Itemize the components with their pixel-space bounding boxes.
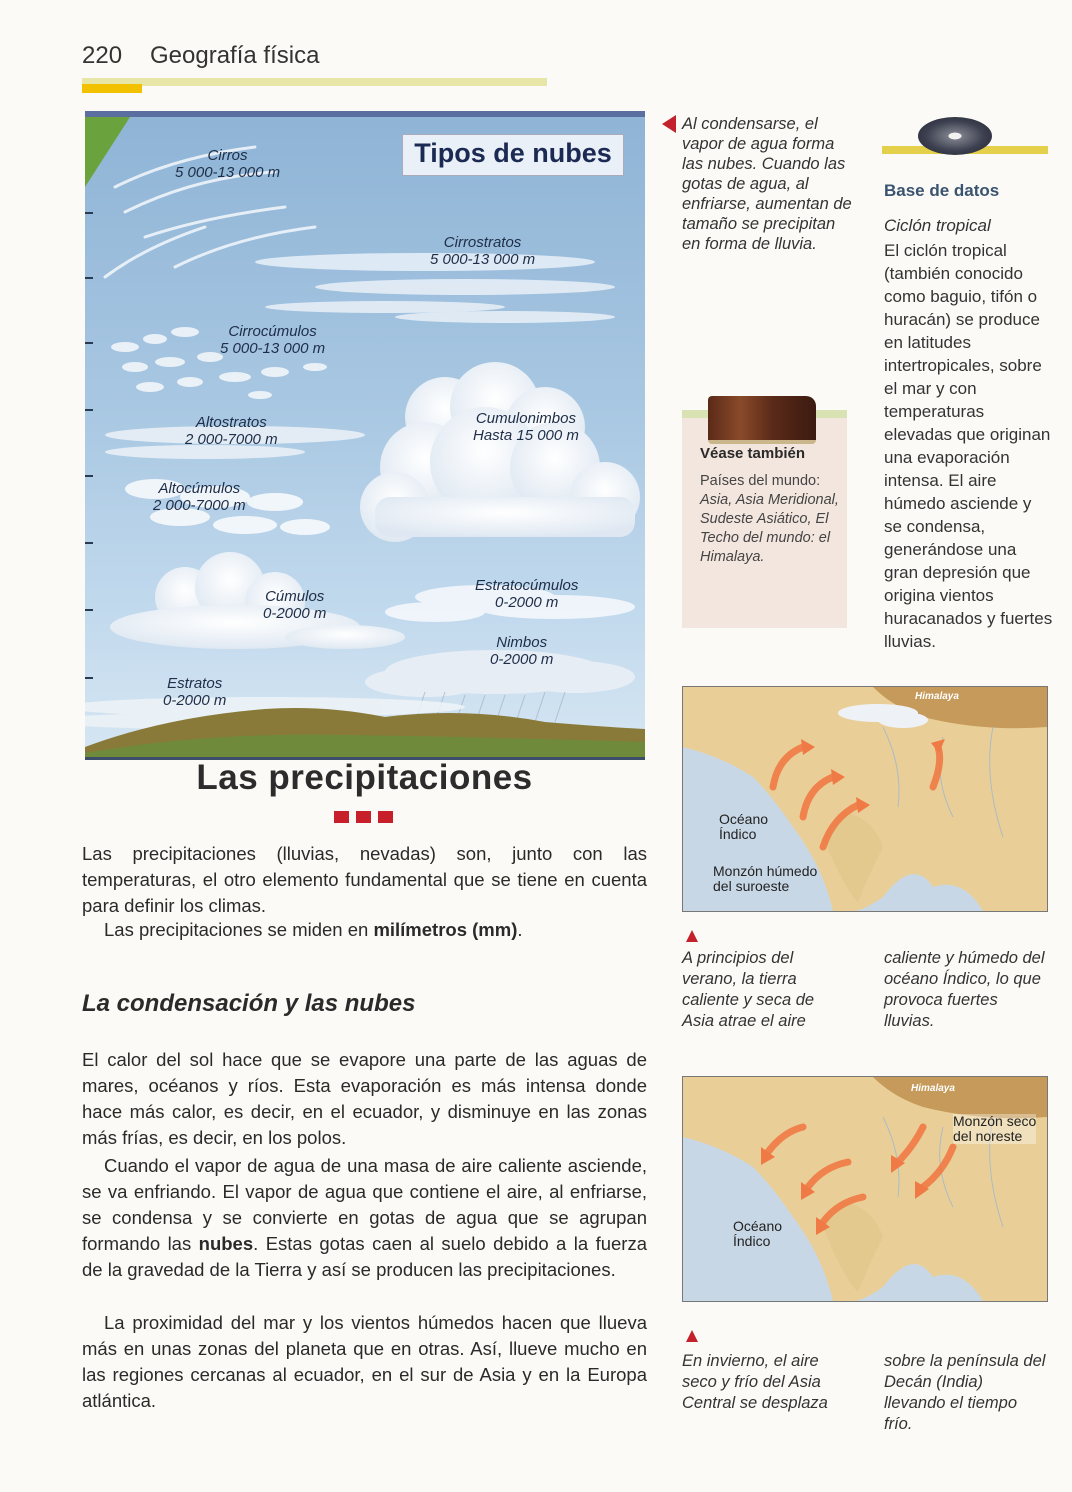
cd-icon: [918, 117, 992, 155]
altitude-tick: [85, 409, 93, 411]
monsoon-map-summer: [682, 686, 1048, 912]
cloud-label-estratocumulos: Estratocúmulos 0-2000 m: [475, 577, 579, 611]
map-label-monsoon: Monzón húmedo del suroeste: [713, 863, 818, 894]
section-title: Geografía física: [150, 42, 320, 69]
map-summer-caption: A principios del verano, la tierra caliente y seca de Asia atrae el aire: [682, 949, 815, 1030]
map-winter-caption: En invierno, el aire seco y frío del Asia Central se desplaza: [682, 1352, 828, 1412]
monsoon-map-winter: [682, 1076, 1048, 1302]
altitude-tick: [85, 542, 93, 544]
cloud-label-estratos: Estratos 0-2000 m: [163, 675, 227, 709]
cloud-label-altocumulos: Altocúmulos 2 000-7000 m: [153, 480, 246, 514]
figure-title-box: [402, 134, 624, 176]
red-triangle-icon: [686, 1330, 698, 1342]
see-also-title: Véase también: [700, 445, 806, 462]
map-label-ocean: Océano Índico: [733, 1218, 783, 1249]
cloud-label-cirros: Cirros 5 000-13 000 m: [175, 147, 281, 181]
database-title: Base de datos: [884, 181, 1000, 200]
cloud-label-cumulonimbos: Cumulonimbos Hasta 15 000 m: [473, 410, 579, 444]
altitude-tick: [85, 609, 93, 611]
paragraph: El calor del sol hace que se evapore una parte de las aguas de mares, océanos y ríos. Esta evaporación es más intensa donde hace más calor, es decir, en el ecuador, y disminuye en las zonas más frías, es decir, en los polos.: [82, 1049, 647, 1148]
altitude-tick: [85, 475, 93, 477]
decor-square: [356, 811, 371, 823]
cloud-label-nimbos: Nimbos 0-2000 m: [490, 634, 554, 668]
database-text: El ciclón tropical (también conocido como baguio, tifón o huracán) se produce en latitudes intertropicales, sobre el mar y con temperaturas elevadas que originan una evaporación intensa. El aire húmedo asciende y se condensa, generándose una gran depresión que origina vientos huracanados y fuertes lluvias.: [884, 241, 1053, 651]
page-number: 220: [82, 42, 123, 69]
figure-title: Tipos de nubes: [414, 138, 612, 168]
bold-term: nubes: [198, 1233, 254, 1254]
text-run: Las precipitaciones se miden en: [104, 919, 374, 940]
figure-caption: Al condensarse, el vapor de agua forma las nubes. Cuando las gotas de agua, al enfriarse, aumentan de tamaño se precipitan en forma de lluvia.: [682, 115, 852, 253]
altitude-tick: [85, 212, 93, 214]
cloud-types-figure: [85, 111, 645, 760]
book-icon: [708, 396, 816, 444]
text-run: Cuando el vapor de agua de una masa de aire caliente asciende, se va enfriando. El vapor de agua que contiene el aire, al enfriarse, se condensa y se convierte en gotas de agua que se agrupan formando las: [82, 1155, 647, 1254]
red-triangle-icon: [662, 115, 676, 133]
decor-square: [334, 811, 349, 823]
corner-triangle: [85, 117, 130, 187]
map-label-ocean: Océano Índico: [719, 811, 769, 842]
map-label-himalaya: Himalaya: [911, 1083, 955, 1094]
altitude-tick: [85, 277, 93, 279]
altitude-tick: [85, 342, 93, 344]
map-winter-caption-cont: sobre la península del Decán (India) llevando el tiempo frío.: [884, 1352, 1046, 1433]
see-also-intro: Países del mundo:: [700, 473, 821, 489]
database-subtitle: Ciclón tropical: [884, 216, 991, 235]
map-label-himalaya: Himalaya: [915, 691, 959, 702]
header-accent: [82, 84, 142, 93]
bold-term: milímetros (mm): [373, 919, 518, 940]
map-summer-caption-cont: caliente y húmedo del océano Índico, lo que provoca fuertes lluvias.: [884, 949, 1045, 1030]
cloud-label-cirrostratos: Cirrostratos 5 000-13 000 m: [430, 234, 536, 268]
see-also-items: Asia, Asia Meridional, Sudeste Asiático, El Techo del mundo: el Himalaya.: [700, 492, 839, 565]
paragraph: [82, 1153, 647, 1283]
map-label-monsoon: Monzón seco del noreste: [953, 1113, 1037, 1144]
paragraph: Las precipitaciones (lluvias, nevadas) son, junto con las temperaturas, el otro elemento fundamental que se tiene en cuenta para definir los climas.: [82, 843, 647, 916]
paragraph: [82, 1310, 647, 1414]
text-run: . Estas gotas caen al suelo debido a la fuerza de la gravedad de la Tierra y así se producen las precipitaciones.: [82, 1233, 647, 1280]
text-run: La proximidad del mar y los vientos húmedos hacen que llueva más en unas zonas del planeta que en otras. Así, llueve mucho en las regiones cercanas al ecuador, en el sur de Asia y en la Europa atlántica.: [82, 1312, 647, 1411]
paragraph: [82, 917, 647, 943]
header-rule: [82, 78, 547, 86]
altitude-tick: [85, 677, 93, 679]
heading-precipitaciones: Las precipitaciones: [196, 758, 533, 797]
map-winter-graphic: [683, 1077, 1047, 1301]
cloud-label-cirrocumulos: Cirrocúmulos 5 000-13 000 m: [220, 323, 326, 357]
heading-condensacion: La condensación y las nubes: [82, 990, 416, 1017]
cloud-label-cumulos: Cúmulos 0-2000 m: [263, 588, 327, 622]
red-triangle-icon: [686, 930, 698, 942]
decor-square: [378, 811, 393, 823]
text-run: .: [517, 919, 523, 940]
cloud-label-altostratos: Altostratos 2 000-7000 m: [185, 414, 278, 448]
